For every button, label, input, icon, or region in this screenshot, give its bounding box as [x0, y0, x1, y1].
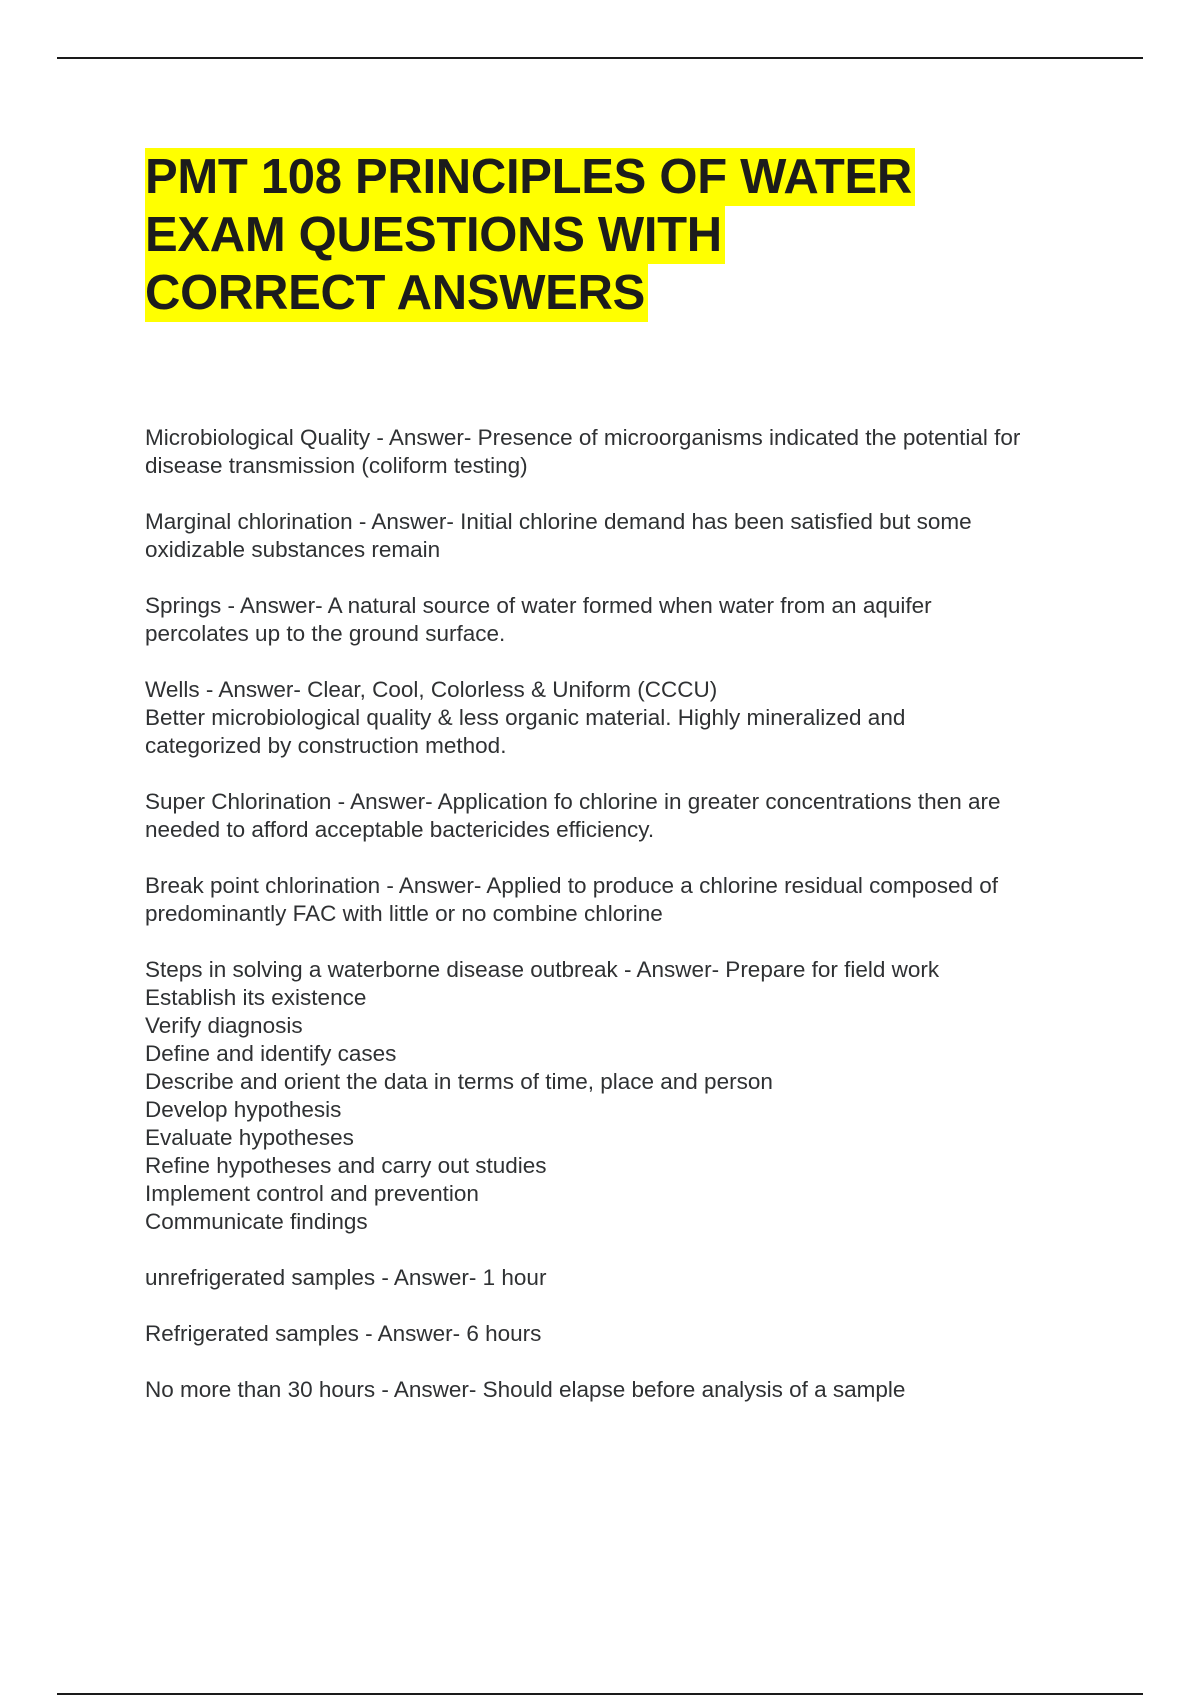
document-body [145, 148, 1105, 1432]
qa-answer-line: Evaluate hypotheses [145, 1125, 354, 1150]
qa-answer-line: Refine hypotheses and carry out studies [145, 1153, 547, 1178]
qa-answer-line: Describe and orient the data in terms of time, place and person [145, 1069, 773, 1094]
document-title [145, 148, 1105, 322]
qa-question-line: Super Chlorination - Answer- Application fo chlorine in greater concentrations then are [145, 789, 1001, 814]
title-line: EXAM QUESTIONS WITH [145, 206, 725, 264]
qa-answer-line: percolates up to the ground surface. [145, 621, 506, 646]
qa-answer-line: predominantly FAC with little or no combine chlorine [145, 901, 663, 926]
qa-answer-line: needed to afford acceptable bactericides efficiency. [145, 817, 655, 842]
qa-item [145, 1320, 1105, 1348]
title-line: PMT 108 PRINCIPLES OF WATER [145, 148, 915, 206]
qa-item [145, 508, 1105, 564]
qa-question-line: Break point chlorination - Answer- Applied to produce a chlorine residual composed of [145, 873, 998, 898]
qa-item [145, 592, 1105, 648]
qa-item [145, 1376, 1105, 1404]
qa-question-line: Springs - Answer- A natural source of water formed when water from an aquifer [145, 593, 932, 618]
qa-answer-line: Develop hypothesis [145, 1097, 342, 1122]
qa-answer-line: Implement control and prevention [145, 1181, 479, 1206]
qa-question-line: Steps in solving a waterborne disease outbreak - Answer- Prepare for field work [145, 957, 940, 982]
qa-answer-line: Define and identify cases [145, 1041, 397, 1066]
title-line: CORRECT ANSWERS [145, 264, 648, 322]
qa-question-line: Microbiological Quality - Answer- Presence of microorganisms indicated the potential for [145, 425, 1021, 450]
qa-item [145, 956, 1105, 1236]
qa-list [145, 424, 1105, 1404]
qa-question-line: Marginal chlorination - Answer- Initial chlorine demand has been satisfied but some [145, 509, 972, 534]
qa-item [145, 424, 1105, 480]
qa-item [145, 676, 1105, 760]
qa-item [145, 1264, 1105, 1292]
qa-answer-line: oxidizable substances remain [145, 537, 441, 562]
qa-answer-line: Better microbiological quality & less organic material. Highly mineralized and [145, 705, 906, 730]
qa-answer-line: categorized by construction method. [145, 733, 507, 758]
qa-item [145, 872, 1105, 928]
top-rule [57, 57, 1143, 59]
qa-question-line: No more than 30 hours - Answer- Should elapse before analysis of a sample [145, 1377, 906, 1402]
qa-question-line: unrefrigerated samples - Answer- 1 hour [145, 1265, 547, 1290]
bottom-rule [57, 1693, 1143, 1695]
qa-answer-line: disease transmission (coliform testing) [145, 453, 528, 478]
qa-answer-line: Verify diagnosis [145, 1013, 303, 1038]
qa-question-line: Refrigerated samples - Answer- 6 hours [145, 1321, 542, 1346]
qa-answer-line: Establish its existence [145, 985, 367, 1010]
qa-answer-line: Communicate findings [145, 1209, 368, 1234]
qa-question-line: Wells - Answer- Clear, Cool, Colorless & Uniform (CCCU) [145, 677, 718, 702]
qa-item [145, 788, 1105, 844]
